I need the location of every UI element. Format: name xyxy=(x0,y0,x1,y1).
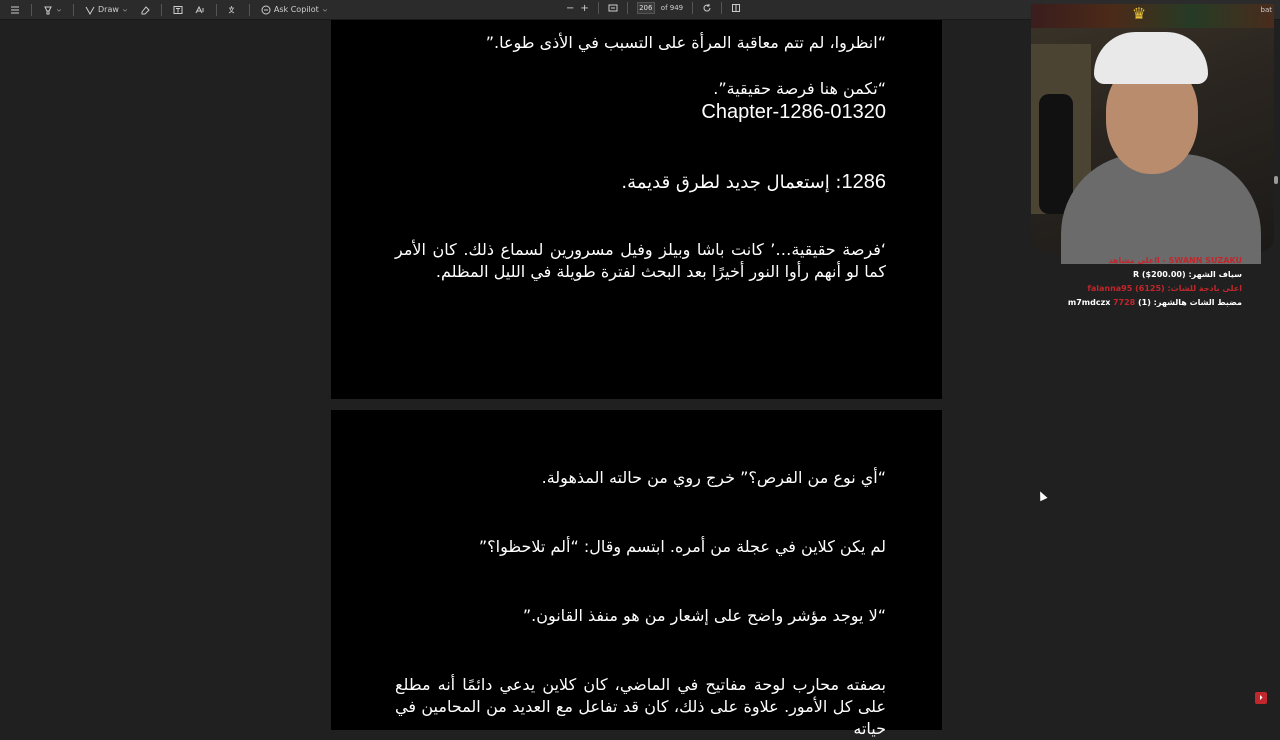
toolbar-divider xyxy=(31,4,32,16)
page-text-line: “أي نوع من الفرص؟” خرج روي من حالته المذهولة. xyxy=(541,468,886,487)
page-navigation xyxy=(566,2,741,14)
stat-line: سياف الشهر: R ($200.00) xyxy=(1132,270,1242,279)
erase-button[interactable] xyxy=(136,2,154,18)
stream-stats-overlay xyxy=(1042,254,1242,310)
copilot-icon xyxy=(261,5,271,15)
toolbar-divider xyxy=(692,2,693,14)
page-total: of 949 xyxy=(660,4,684,12)
text-box-icon xyxy=(173,5,183,15)
page-view-icon[interactable] xyxy=(731,3,741,13)
page-text-line: “تكمن هنا فرصة حقيقية”. xyxy=(713,79,886,98)
chapter-number: 1286 xyxy=(841,171,886,193)
page-paragraph: ‘فرصة حقيقية…’ كانت باشا وبيلز وفيل مسرورين لسماع ذلك. كان الأمر كما لو أنهم رأوا النور أخيرًا بعد البحث لفترة طويلة في الليل المظلم. xyxy=(395,240,886,281)
page-paragraph: بصفته محارب لوحة مفاتيح في الماضي، كان كلاين يدعي دائمًا أنه مطلع على كل الأمور. علاوة على ذلك، كان قد تفاعل مع العديد من المحامين في حياته xyxy=(395,675,886,738)
translate-button[interactable] xyxy=(224,2,242,18)
highlight-button[interactable] xyxy=(39,2,66,18)
crown-icon: ♛ xyxy=(1131,4,1147,23)
ask-copilot-label: Ask Copilot xyxy=(273,5,319,14)
ask-copilot-button[interactable] xyxy=(257,2,332,18)
person-cap xyxy=(1094,32,1208,84)
scrollbar-thumb[interactable] xyxy=(1274,176,1278,184)
rotate-icon[interactable] xyxy=(702,3,712,13)
webcam-overlay xyxy=(1031,4,1274,252)
webcam-tag: bat xyxy=(1260,6,1272,14)
contents-button[interactable] xyxy=(6,2,24,18)
chapter-title xyxy=(395,171,886,194)
stat-line: 7728 xyxy=(1112,298,1136,307)
chevron-down-icon xyxy=(56,5,62,15)
page-text-line: “لا يوجد مؤشر واضح على إشعار من هو منفذ القانون.” xyxy=(522,606,886,625)
stat-line: اعلى بادجة للشات: (6125) falanna95 xyxy=(1087,284,1242,293)
stat-line: مضبط الشات هالشهر: (1) m7mdczx xyxy=(1067,298,1242,307)
toolbar-divider xyxy=(721,2,722,14)
toolbar-divider xyxy=(249,4,250,16)
translate-icon xyxy=(228,5,238,15)
read-aloud-icon xyxy=(195,5,205,15)
toolbar-divider xyxy=(627,2,628,14)
page-text-line: لم يكن كلاين في عجلة من أمره. ابتسم وقال: “ألم تلاحظوا؟” xyxy=(478,537,886,556)
read-aloud-button[interactable] xyxy=(191,2,209,18)
toolbar-divider xyxy=(598,2,599,14)
mouse-cursor xyxy=(1036,490,1047,502)
toolbar-divider xyxy=(73,4,74,16)
highlighter-icon xyxy=(43,5,53,15)
text-box-button[interactable] xyxy=(169,2,187,18)
chevron-down-icon xyxy=(322,5,328,15)
fit-page-icon[interactable] xyxy=(608,3,618,13)
stat-line: SWANN SUZAKU - ااعلى مشاهد xyxy=(1108,256,1242,265)
microphone xyxy=(1039,94,1073,214)
pdf-page xyxy=(331,20,942,399)
page-number-input[interactable]: 206 xyxy=(637,2,655,14)
pdf-page xyxy=(331,410,942,738)
stat-line-combined xyxy=(1042,296,1242,310)
list-icon xyxy=(10,5,20,15)
toolbar-divider xyxy=(161,4,162,16)
chapter-id: Chapter-1286-01320 xyxy=(701,101,886,123)
zoom-in-button[interactable]: + xyxy=(580,2,589,14)
pdf-icon: ⏵ xyxy=(1255,692,1267,704)
zoom-out-button[interactable]: − xyxy=(566,2,575,14)
pen-icon xyxy=(85,5,95,15)
eraser-icon xyxy=(140,5,150,15)
draw-label: Draw xyxy=(98,5,119,14)
chapter-title-text: : إستعمال جديد لطرق قديمة. xyxy=(621,172,842,193)
toolbar-divider xyxy=(216,4,217,16)
page-text-line: “انظروا، لم تتم معاقبة المرأة على التسبب في الأذى طوعا.” xyxy=(485,33,886,52)
chevron-down-icon xyxy=(122,5,128,15)
draw-button[interactable] xyxy=(81,2,132,18)
